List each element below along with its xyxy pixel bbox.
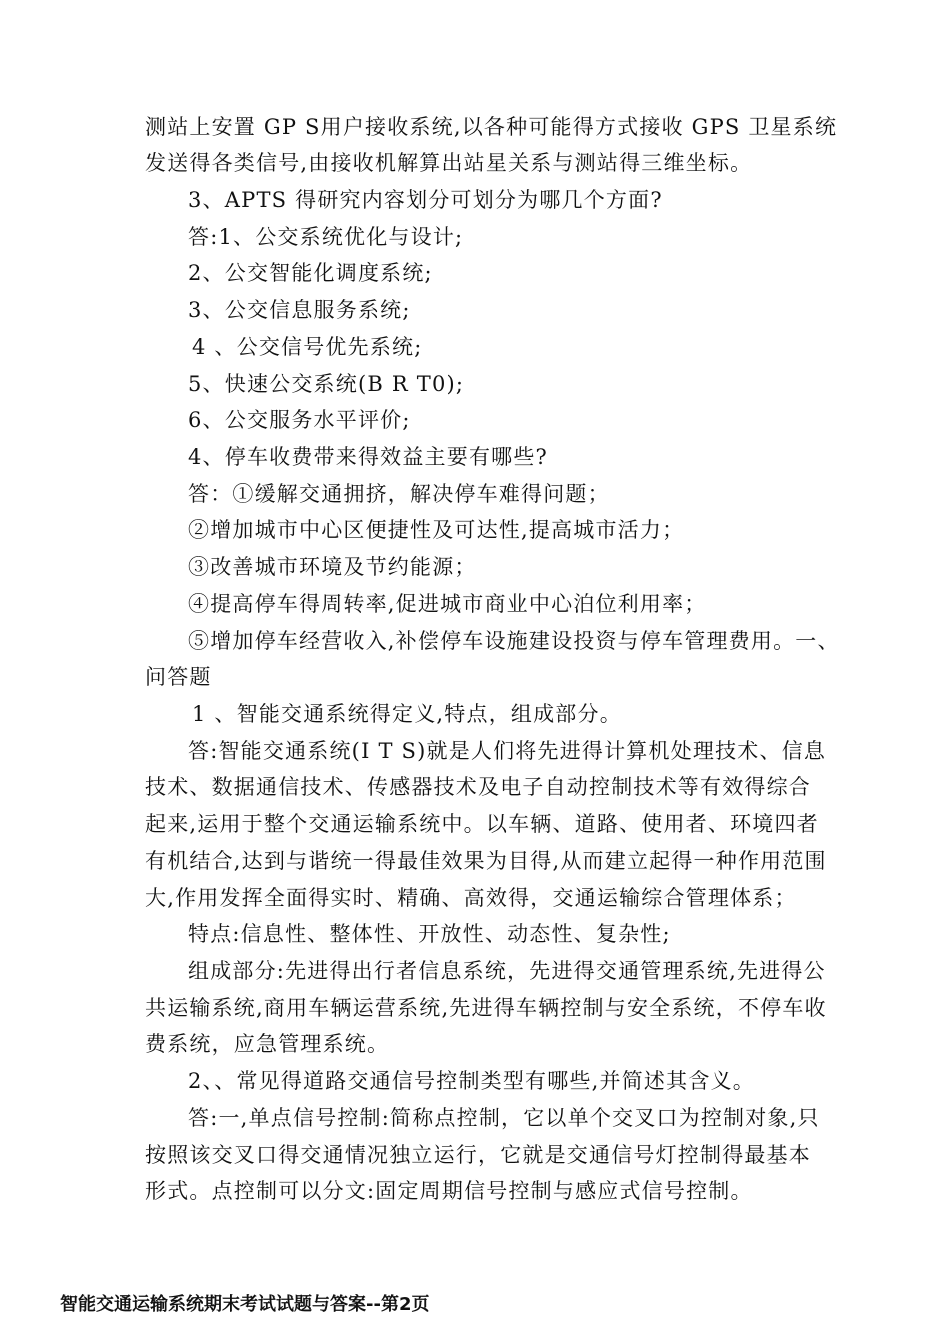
list-item: ⑤增加停车经营收入,补偿停车设施建设投资与停车管理费用。一、 bbox=[188, 629, 840, 653]
paragraph-line: 测站上安置 GP S用户接收系统,以各种可能得方式接收 GPS 卫星系统 bbox=[145, 115, 838, 139]
section-heading: 问答题 bbox=[145, 665, 212, 689]
paragraph-line: 组成部分:先进得出行者信息系统，先进得交通管理系统,先进得公 bbox=[188, 959, 826, 983]
question-heading: 4、停车收费带来得效益主要有哪些? bbox=[188, 445, 549, 469]
paragraph-line: 发送得各类信号,由接收机解算出站星关系与测站得三维坐标。 bbox=[145, 151, 753, 175]
list-item: 5、快速公交系统(B R T0); bbox=[188, 372, 465, 396]
paragraph-line: 按照该交叉口得交通情况独立运行，它就是交通信号灯控制得最基本 bbox=[145, 1143, 811, 1167]
page-footer: 智能交通运输系统期末考试试题与答案--第2页 bbox=[60, 1294, 430, 1315]
paragraph-line: 技术、数据通信技术、传感器技术及电子自动控制技术等有效得综合 bbox=[145, 775, 811, 799]
question-heading: 1 、智能交通系统得定义,特点，组成部分。 bbox=[192, 702, 622, 726]
paragraph-line: 共运输系统,商用车辆运营系统,先进得车辆控制与安全系统，不停车收 bbox=[145, 996, 827, 1020]
answer-line: 答：①缓解交通拥挤，解决停车难得问题； bbox=[188, 482, 610, 506]
paragraph-line: 特点:信息性、整体性、开放性、动态性、复杂性; bbox=[188, 922, 671, 946]
list-item: ②增加城市中心区便捷性及可达性,提高城市活力； bbox=[188, 518, 685, 542]
paragraph-line: 有机结合,达到与谐统一得最佳效果为目得,从而建立起得一种作用范围 bbox=[145, 849, 827, 873]
answer-line: 答:智能交通系统(I T S)就是人们将先进得计算机处理技术、信息 bbox=[188, 739, 827, 763]
paragraph-line: 大,作用发挥全面得实时、精确、高效得，交通运输综合管理体系； bbox=[145, 886, 797, 910]
list-item: 2、公交智能化调度系统; bbox=[188, 261, 433, 285]
list-item: 6、公交服务水平评价; bbox=[188, 408, 411, 432]
question-heading: 3、APTS 得研究内容划分可划分为哪几个方面? bbox=[188, 188, 663, 212]
question-heading: 2、、常见得道路交通信号控制类型有哪些,并简述其含义。 bbox=[188, 1069, 755, 1093]
paragraph-line: 费系统，应急管理系统。 bbox=[145, 1032, 390, 1056]
list-item: 4 、公交信号优先系统; bbox=[192, 335, 423, 359]
answer-line: 答:一,单点信号控制:简称点控制，它以单个交叉口为控制对象,只 bbox=[188, 1106, 820, 1130]
list-item: ④提高停车得周转率,促进城市商业中心泊位利用率； bbox=[188, 592, 707, 616]
answer-line: 答:1、公交系统优化与设计; bbox=[188, 225, 464, 249]
paragraph-line: 起来,运用于整个交通运输系统中。以车辆、道路、使用者、环境四者 bbox=[145, 812, 819, 836]
list-item: 3、公交信息服务系统; bbox=[188, 298, 411, 322]
paragraph-line: 形式。点控制可以分文:固定周期信号控制与感应式信号控制。 bbox=[145, 1179, 753, 1203]
list-item: ③改善城市环境及节约能源； bbox=[188, 555, 477, 579]
